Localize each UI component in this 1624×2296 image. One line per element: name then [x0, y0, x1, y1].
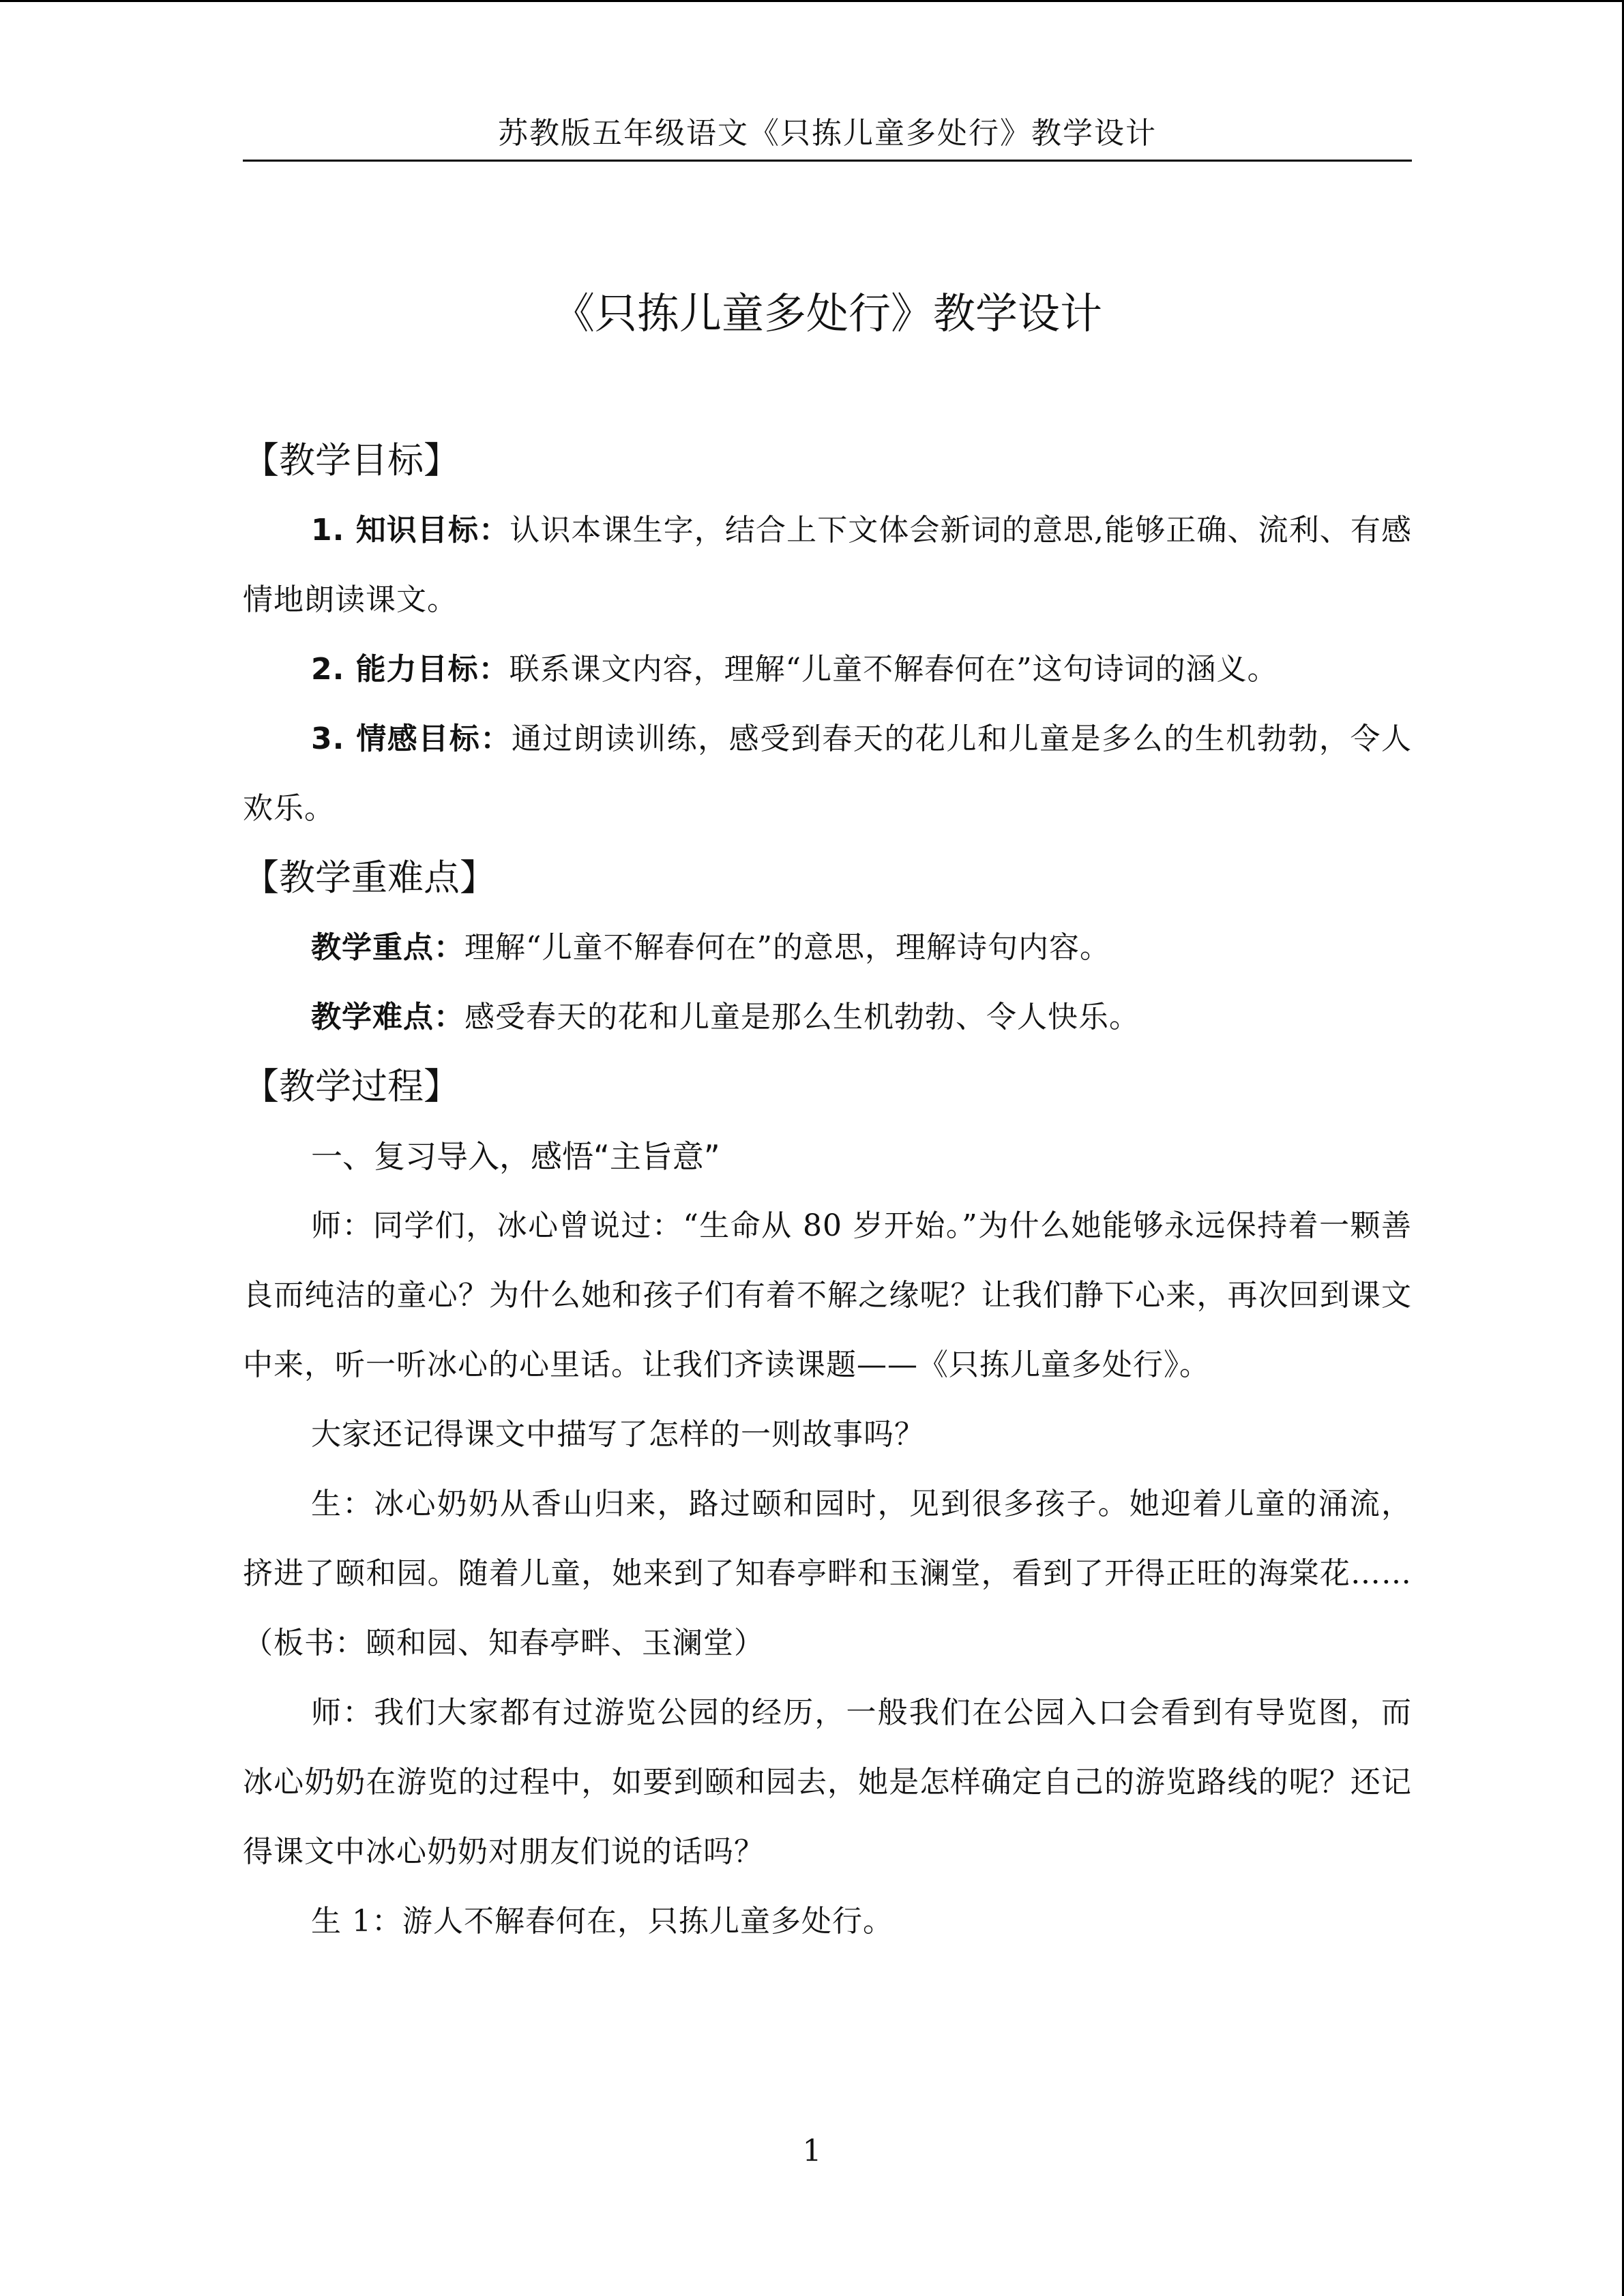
teaching-focus-label: 教学重点： — [311, 930, 464, 965]
document-body — [243, 426, 1412, 1956]
objective-ability — [243, 635, 1412, 704]
teaching-difficulty-label: 教学难点： — [311, 1000, 464, 1034]
process-heading: 【教学过程】 — [243, 1066, 460, 1107]
objective-knowledge-text: 认识本课生字，结合上下文体会新词的意思,能够正确、流利、有感情地朗读课文。 — [243, 513, 1413, 617]
objective-ability-label: 2. 能力目标： — [311, 652, 510, 687]
keypoints-heading: 【教学重难点】 — [243, 857, 496, 899]
objective-knowledge — [243, 496, 1412, 635]
process-step1-title: 一、复习导入，感悟“主旨意” — [311, 1138, 720, 1175]
page-frame-top — [0, 0, 1624, 2]
objective-ability-text: 联系课文内容，理解“儿童不解春何在”这句诗词的涵义。 — [509, 652, 1278, 687]
running-header: 苏教版五年级语文《只拣儿童多处行》教学设计 — [498, 116, 1157, 151]
objective-emotion-text: 通过朗读训练，感受到春天的花儿和儿童是多么的生机勃勃，令人欢乐。 — [243, 721, 1412, 826]
objectives-heading: 【教学目标】 — [243, 440, 460, 481]
header-rule — [243, 160, 1412, 162]
objective-emotion — [243, 704, 1412, 844]
objective-knowledge-label: 1. 知识目标： — [311, 513, 510, 548]
page-number: 1 — [802, 2134, 822, 2168]
teaching-focus — [243, 913, 1412, 983]
process-paragraph: 师：我们大家都有过游览公园的经历，一般我们在公园入口会看到有导览图，而冰心奶奶在游览的过程中，如要到颐和园去，她是怎样确定自己的游览路线的呢？还记得课文中冰心奶奶对朋友们说的话吗？ — [243, 1695, 1412, 1869]
process-paragraph: 生：冰心奶奶从香山归来，路过颐和园时，见到很多孩子。她迎着儿童的涌流，挤进了颐和园。随着儿童，她来到了知春亭畔和玉澜堂，看到了开得正旺的海棠花……（板书：颐和园、知春亭畔、玉澜堂） — [243, 1487, 1412, 1660]
document-title: 《只拣儿童多处行》教学设计 — [552, 288, 1102, 338]
teaching-difficulty-text: 感受春天的花和儿童是那么生机勃勃、令人快乐。 — [464, 1000, 1140, 1034]
teaching-difficulty — [243, 983, 1412, 1052]
objective-emotion-label: 3. 情感目标： — [311, 721, 512, 756]
process-paragraph: 师：同学们，冰心曾说过：“生命从 80 岁开始。”为什么她能够永远保持着一颗善良而纯洁的童心？为什么她和孩子们有着不解之缘呢？让我们静下心来，再次回到课文中来，听一听冰心的心里话。让我们齐读课题——《只拣儿童多处行》。 — [243, 1208, 1412, 1382]
teaching-focus-text: 理解“儿童不解春何在”的意思，理解诗句内容。 — [464, 930, 1110, 965]
process-paragraph: 大家还记得课文中描写了怎样的一则故事吗？ — [311, 1417, 925, 1452]
process-paragraph: 生 1：游人不解春何在，只拣儿童多处行。 — [311, 1904, 894, 1939]
